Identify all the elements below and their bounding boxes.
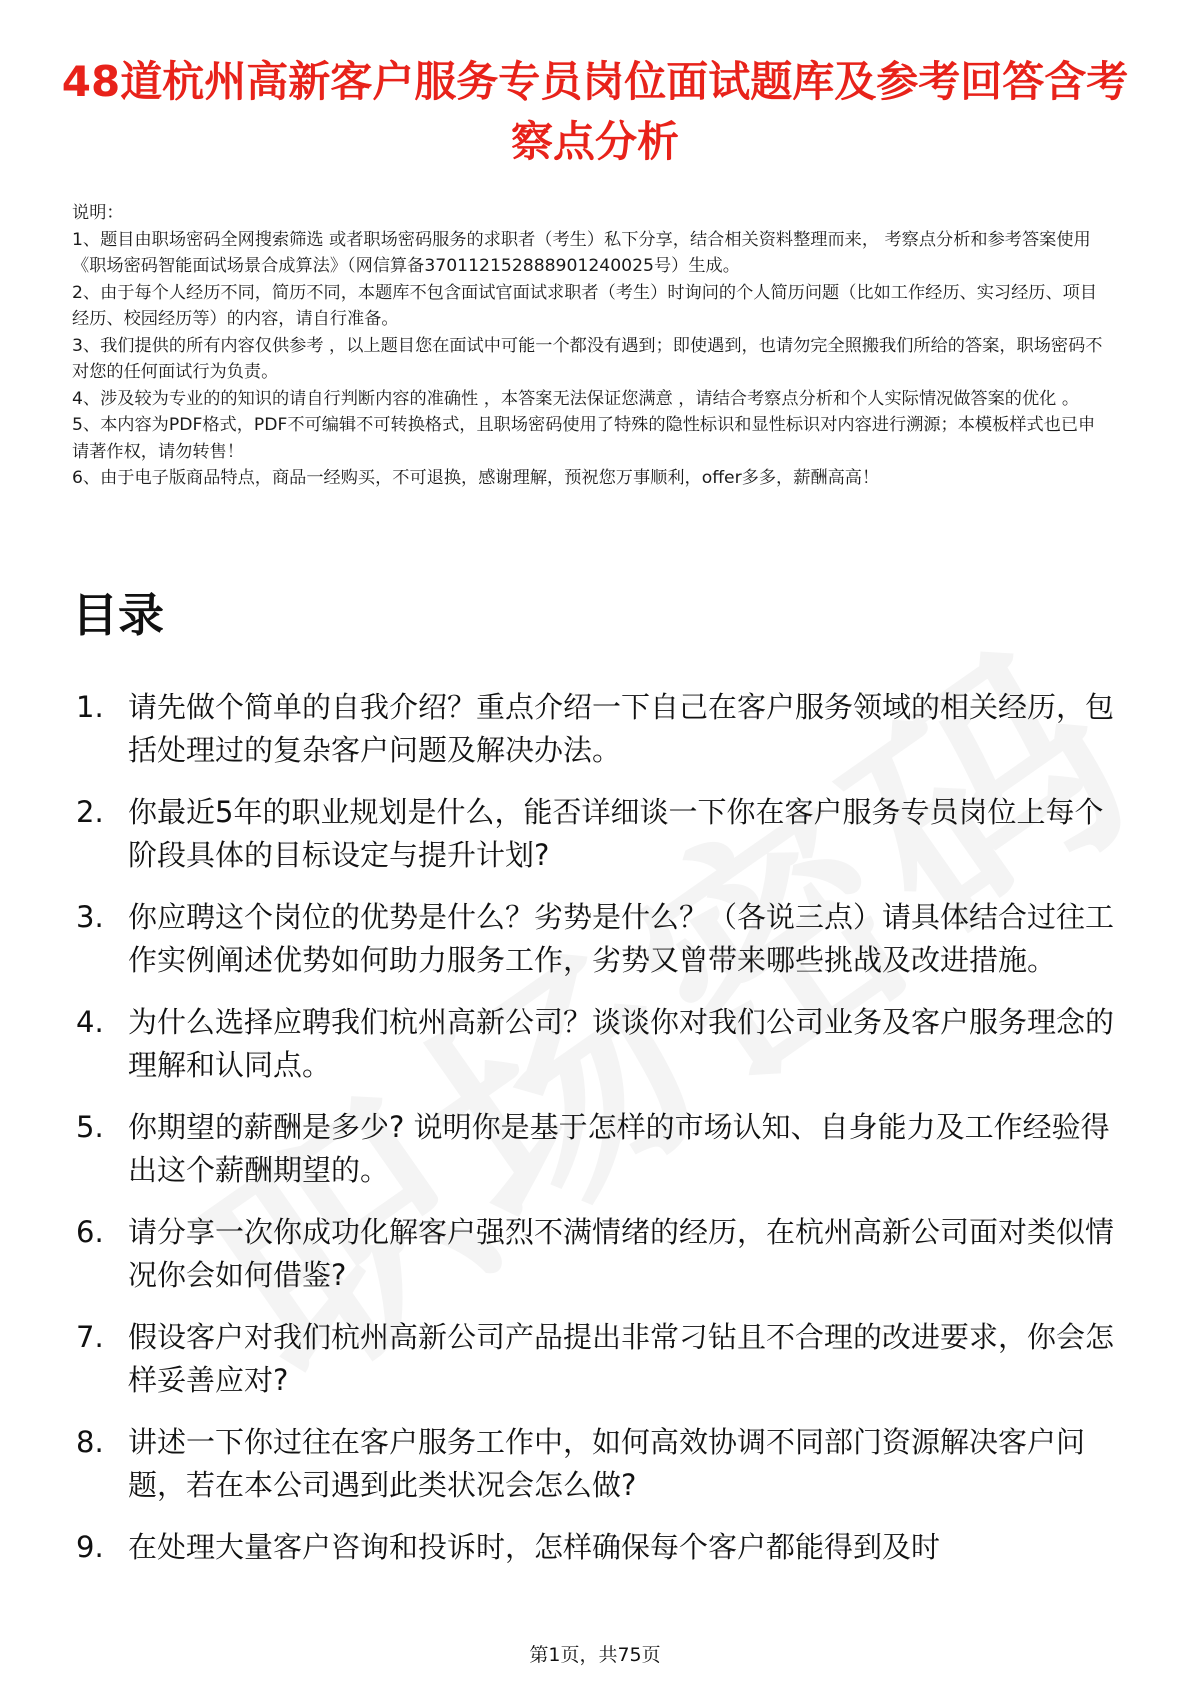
toc-item-number: 7.: [76, 1320, 104, 1354]
notes-item-2: 2、由于每个人经历不同，简历不同，本题库不包含面试官面试求职者（考生）时询问的个人简历问题（比如工作经历、实习经历、项目经历、校园经历等）的内容，请自行准备。: [72, 282, 1098, 329]
toc-item[interactable]: [72, 1001, 1130, 1087]
toc-item-text: 为什么选择应聘我们杭州高新公司？谈谈你对我们公司业务及客户服务理念的理解和认同点。: [128, 1005, 1115, 1082]
toc-item[interactable]: [72, 896, 1130, 982]
toc-item-text: 请先做个简单的自我介绍？重点介绍一下自己在客户服务领域的相关经历，包括处理过的复杂客户问题及解决办法。: [128, 690, 1115, 767]
notes-item-3: 3、我们提供的所有内容仅供参考 ，以上题目您在面试中可能一个都没有遇到；即使遇到，也请勿完全照搬我们所给的答案，职场密码不对您的任何面试行为负责。: [72, 335, 1103, 382]
toc-item-text: 讲述一下你过往在客户服务工作中，如何高效协调不同部门资源解决客户问题，若在本公司遇到此类状况会怎么做?: [128, 1425, 1086, 1502]
toc-item-text: 请分享一次你成功化解客户强烈不满情绪的经历，在杭州高新公司面对类似情况你会如何借鉴?: [128, 1215, 1115, 1292]
document-title: 48道杭州高新客户服务专员岗位面试题库及参考回答含考察点分析: [61, 57, 1129, 166]
toc-item-number: 8.: [76, 1425, 104, 1459]
notes-heading: 说明：: [72, 203, 124, 223]
toc-heading: 目录: [72, 588, 164, 642]
toc-item[interactable]: [72, 791, 1130, 877]
notes-item-6: 6、由于电子版商品特点，商品一经购买，不可退换，感谢理解，预祝您万事顺利，offer多多，薪酬高高！: [72, 468, 880, 488]
notes-item-1: 1、题目由职场密码全网搜索筛选 或者职场密码服务的求职者（考生）私下分享，结合相关资料整理而来， 考察点分析和参考答案使用《职场密码智能面试场景合成算法》（网信算备370112152888901240025号）生成。: [72, 229, 1091, 276]
toc-item-number: 2.: [76, 795, 104, 829]
toc-item[interactable]: [72, 1526, 1130, 1569]
toc-item-text: 在处理大量客户咨询和投诉时，怎样确保每个客户都能得到及时: [128, 1530, 941, 1564]
toc-list: [72, 686, 1130, 1588]
toc-item[interactable]: [72, 1421, 1130, 1507]
toc-item[interactable]: [72, 686, 1130, 772]
notes-item-4: 4、涉及较为专业的的知识的请自行判断内容的准确性 ，本答案无法保证您满意 ，请结合考察点分析和个人实际情况做答案的优化 。: [72, 388, 1080, 409]
toc-item-text: 假设客户对我们杭州高新公司产品提出非常刁钻且不合理的改进要求，你会怎样妥善应对?: [128, 1320, 1115, 1397]
toc-item-number: 6.: [76, 1215, 104, 1249]
notes-item-5: 5、本内容为PDF格式，PDF不可编辑不可转换格式，且职场密码使用了特殊的隐性标识和显性标识对内容进行溯源；本模板样式也已申请著作权，请勿转售！: [72, 415, 1096, 462]
toc-item-number: 4.: [76, 1005, 104, 1039]
toc-item-text: 你应聘这个岗位的优势是什么？劣势是什么？（各说三点）请具体结合过往工作实例阐述优势如何助力服务工作，劣势又曾带来哪些挑战及改进措施。: [128, 900, 1115, 977]
page-footer: 第1页，共75页: [529, 1644, 661, 1666]
toc-item[interactable]: [72, 1211, 1130, 1297]
toc-item-text: 你期望的薪酬是多少? 说明你是基于怎样的市场认知、自身能力及工作经验得出这个薪酬期望的。: [128, 1110, 1110, 1187]
toc-item-number: 9.: [76, 1530, 104, 1564]
toc-item[interactable]: [72, 1316, 1130, 1402]
toc-item-number: 5.: [76, 1110, 104, 1144]
toc-item-number: 3.: [76, 900, 104, 934]
toc-item-text: 你最近5年的职业规划是什么，能否详细谈一下你在客户服务专员岗位上每个阶段具体的目标设定与提升计划?: [128, 795, 1104, 872]
notes-section: [72, 200, 1112, 492]
toc-item[interactable]: [72, 1106, 1130, 1192]
toc-item-number: 1.: [76, 690, 104, 724]
